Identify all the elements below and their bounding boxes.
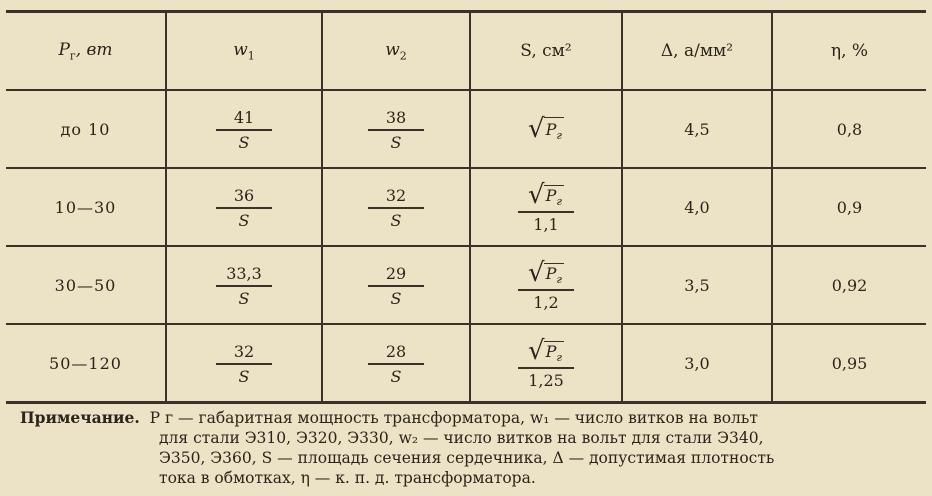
w2-denominator: S [390,288,402,308]
table-row [6,90,926,168]
w2-numerator: 32 [368,188,424,209]
s-fraction [518,335,574,390]
note-label: Примечание. [20,408,140,427]
current-density-cell: 4,5 [622,90,772,168]
w1-numerator: 33,3 [216,266,272,287]
current-density-cell: 3,0 [622,324,772,403]
table-header-row [6,12,926,91]
efficiency-cell: 0,9 [772,168,926,246]
power-range: 30—50 [54,275,117,295]
w2-fraction [368,263,424,308]
w2-fraction [368,185,424,230]
section-area-cell [470,168,622,246]
note-line-3: Э350, Э360, S — площадь сечения сердечника, Δ — допустимая плотность [159,449,775,467]
radical-sign: √ [528,335,545,366]
section-area-cell [470,324,622,403]
w1-denominator: S [238,288,250,308]
sqrt-expression: √ $P_г$ [528,114,562,144]
w2-denominator: S [390,210,402,230]
w2-cell [322,324,470,403]
radical-sign: √ [528,257,545,288]
w1-fraction [216,263,272,308]
s-fraction [518,179,574,234]
sqrt-expression: √ $P_г$ [528,335,562,366]
w2-fraction [368,341,424,386]
header-efficiency: η, % [772,12,926,91]
power-range: 50—120 [49,353,122,373]
w1-denominator: S [238,366,250,386]
s-fraction [518,257,574,312]
header-power: $P_г$, вт [58,39,113,63]
note-line-2: для стали Э310, Э320, Э330, w₂ — число витков на вольт для стали Э340, [159,429,764,447]
sqrt-expression: √ $P_г$ [528,179,562,210]
power-range: 10—30 [54,197,117,217]
w2-numerator: 38 [368,110,424,131]
w2-numerator: 29 [368,266,424,287]
w2-numerator: 28 [368,344,424,365]
w1-fraction [216,185,272,230]
table-row [6,168,926,246]
w1-numerator: 32 [216,344,272,365]
table-row [6,246,926,324]
w1-numerator: 41 [216,110,272,131]
header-w2: $w_2$ [322,12,470,91]
w1-cell [166,246,322,324]
w2-cell [322,90,470,168]
s-denominator: 1,2 [533,292,559,312]
header-section-area: S, см² [470,12,622,91]
section-area-cell [470,90,622,168]
radical-sign: √ [528,179,545,210]
table-note [20,408,920,488]
w1-denominator: S [238,210,250,230]
w1-numerator: 36 [216,188,272,209]
current-density-cell: 4,0 [622,168,772,246]
header-w1: $w_1$ [166,12,322,91]
s-denominator: 1,25 [528,370,564,390]
header-current-density: Δ, а/мм² [622,12,772,91]
w1-fraction [216,341,272,386]
w2-cell [322,168,470,246]
w2-denominator: S [390,366,402,386]
efficiency-cell: 0,95 [772,324,926,403]
w1-cell [166,324,322,403]
power-range: до 10 [60,119,111,139]
section-area-cell [470,246,622,324]
note-line-4: тока в обмотках, η — к. п. д. трансформатора. [159,469,536,487]
w1-denominator: S [238,132,250,152]
radical-sign: √ [528,114,545,144]
w2-fraction [368,107,424,152]
table-row [6,324,926,403]
table-body [6,90,926,403]
efficiency-cell: 0,92 [772,246,926,324]
efficiency-cell: 0,8 [772,90,926,168]
w1-cell [166,168,322,246]
sqrt-expression: √ $P_г$ [528,257,562,288]
w1-fraction [216,107,272,152]
w2-denominator: S [390,132,402,152]
current-density-cell: 3,5 [622,246,772,324]
s-denominator: 1,1 [533,214,559,234]
w1-cell [166,90,322,168]
w2-cell [322,246,470,324]
note-line-1: P г — габаритная мощность трансформатора, w₁ — число витков на вольт [149,409,758,427]
transformer-table [6,10,926,404]
